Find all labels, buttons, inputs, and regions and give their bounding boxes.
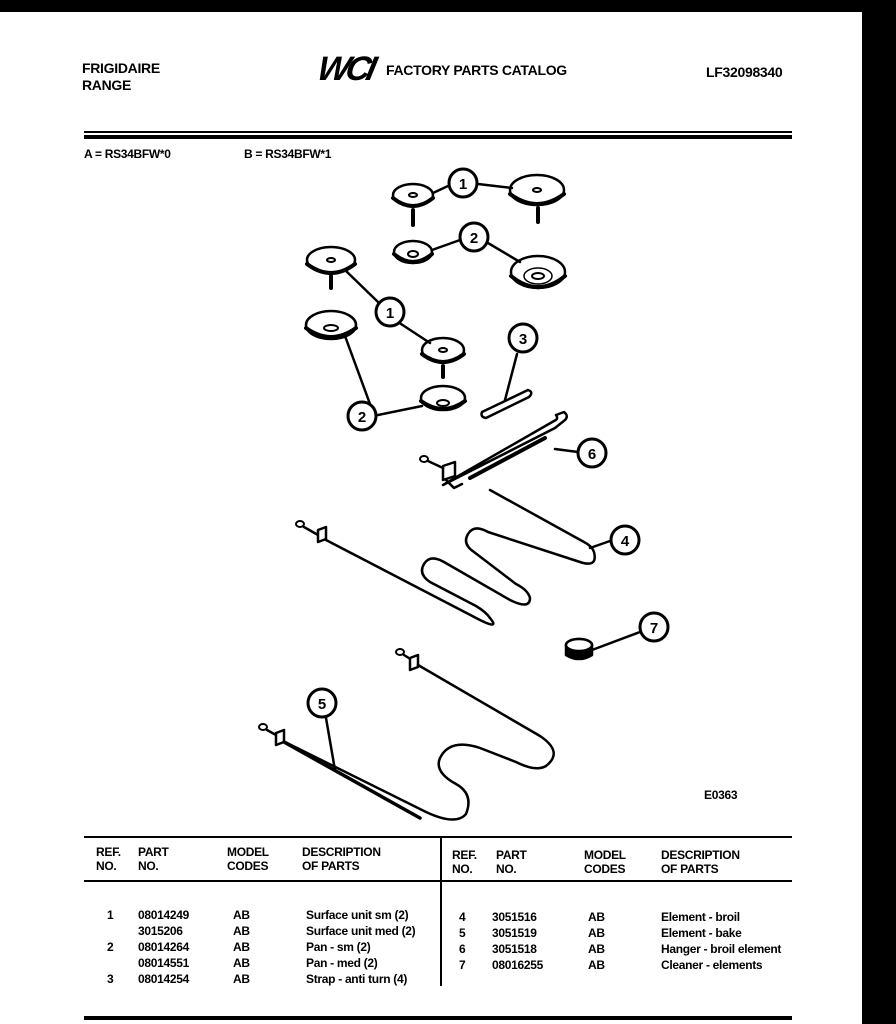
part-no: 3015206 (138, 924, 183, 938)
table-header-rule (84, 880, 792, 882)
brand-name: FRIGIDAIRE (82, 60, 160, 76)
header-ref-no: REF. NO. (452, 848, 477, 876)
callout-bubbles (308, 169, 668, 717)
model-a-label: A = RS34BFW*0 (84, 147, 171, 161)
svg-text:1: 1 (385, 305, 395, 322)
table-bottom-rule (84, 1016, 792, 1020)
surface-unit-medium-icon (307, 247, 355, 288)
part-no: 08016255 (492, 958, 543, 972)
header-description: DESCRIPTION OF PARTS (302, 845, 381, 873)
svg-text:5: 5 (317, 696, 327, 713)
drip-pan-small-icon (421, 386, 465, 410)
table-column-divider (440, 836, 442, 986)
catalog-number: LF32098340 (706, 64, 783, 80)
model-codes: AB (588, 958, 605, 972)
part-no: 08014264 (138, 940, 189, 954)
bake-element-icon (259, 649, 554, 820)
model-b-label: B = RS34BFW*1 (244, 147, 332, 161)
ref-no: 5 (459, 926, 466, 940)
surface-unit-medium-icon (510, 175, 564, 222)
header-model-codes: MODEL CODES (227, 845, 269, 873)
model-codes: AB (233, 924, 250, 938)
ref-no: 2 (107, 940, 114, 954)
part-no: 08014254 (138, 972, 189, 986)
model-codes: AB (233, 908, 250, 922)
model-codes: AB (588, 942, 605, 956)
product-type: RANGE (82, 77, 132, 93)
header-model-codes: MODEL CODES (584, 848, 626, 876)
element-cleaner-icon (566, 639, 592, 659)
model-codes: AB (588, 926, 605, 940)
wci-logo: WCI (314, 50, 377, 88)
ref-no: 3 (107, 972, 114, 986)
drip-pan-medium-icon (306, 311, 356, 339)
header-part-no: PART NO. (138, 845, 169, 873)
broil-element-icon (296, 490, 595, 625)
callout-6 (578, 439, 606, 467)
table-top-rule (84, 836, 792, 838)
ref-no: 4 (459, 910, 466, 924)
description: Cleaner - elements (661, 958, 763, 972)
part-no: 3051518 (492, 942, 537, 956)
model-codes: AB (588, 910, 605, 924)
callout-3 (509, 324, 537, 352)
ref-no: 6 (459, 942, 466, 956)
callout-2-top (460, 223, 488, 251)
surface-unit-small-icon (393, 184, 433, 225)
header-part-no: PART NO. (496, 848, 527, 876)
broil-hanger-icon (420, 412, 567, 488)
description: Surface unit sm (2) (306, 908, 409, 922)
surface-unit-small-icon (422, 338, 464, 377)
callout-2-mid (348, 402, 376, 430)
description: Pan - sm (2) (306, 940, 371, 954)
ref-no: 1 (107, 908, 114, 922)
callout-7 (640, 613, 668, 641)
callout-leaders (326, 184, 640, 770)
part-no: 3051519 (492, 926, 537, 940)
callout-1-mid (376, 298, 404, 326)
drip-pan-small-icon (394, 241, 432, 263)
callout-5 (308, 689, 336, 717)
figure-code: E0363 (704, 788, 738, 802)
part-no: 3051516 (492, 910, 537, 924)
description: Element - broil (661, 910, 740, 924)
description: Hanger - broil element (661, 942, 782, 956)
catalog-title: FACTORY PARTS CATALOG (386, 62, 567, 78)
svg-text:3: 3 (518, 331, 528, 348)
svg-text:1: 1 (458, 176, 468, 193)
model-codes: AB (233, 940, 250, 954)
description: Pan - med (2) (306, 956, 378, 970)
description: Surface unit med (2) (306, 924, 416, 938)
svg-text:6: 6 (587, 446, 597, 463)
part-no: 08014249 (138, 908, 189, 922)
svg-text:2: 2 (357, 409, 367, 426)
part-no: 08014551 (138, 956, 189, 970)
svg-text:4: 4 (620, 533, 630, 550)
callout-4 (611, 526, 639, 554)
description: Strap - anti turn (4) (306, 972, 408, 986)
model-codes: AB (233, 956, 250, 970)
header-ref-no: REF. NO. (96, 845, 121, 873)
header-description: DESCRIPTION OF PARTS (661, 848, 740, 876)
ref-no: 7 (459, 958, 466, 972)
description: Element - bake (661, 926, 742, 940)
svg-text:2: 2 (469, 230, 479, 247)
svg-text:7: 7 (649, 620, 659, 637)
model-codes: AB (233, 972, 250, 986)
callout-1-top (449, 169, 477, 197)
